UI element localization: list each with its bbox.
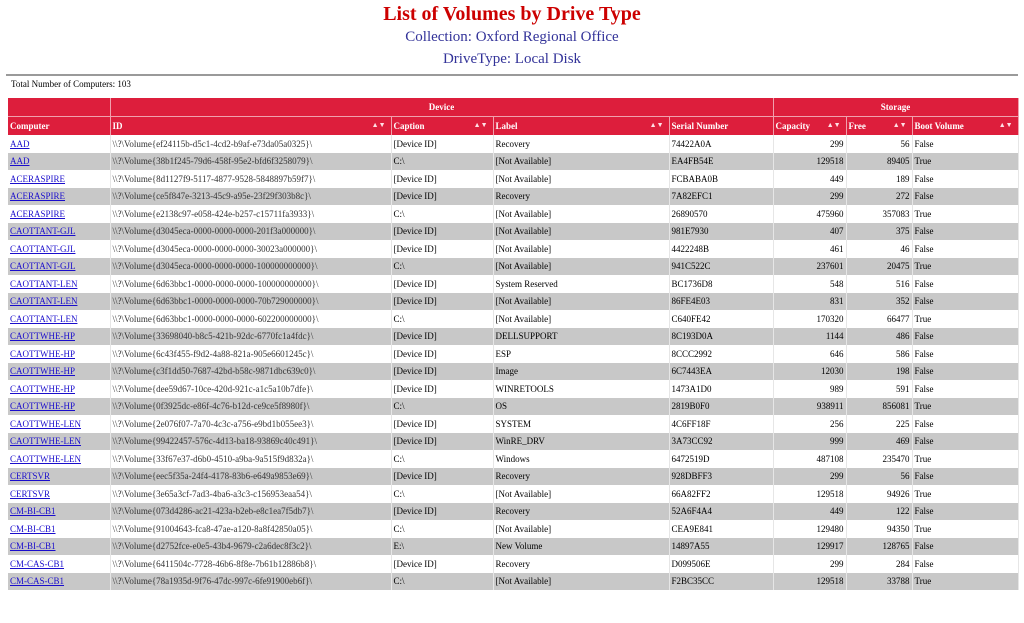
serial-number: BC1736D8 [669, 275, 773, 293]
computer-link[interactable]: CERTSVR [8, 468, 110, 486]
label: Windows [493, 450, 669, 468]
computer-link[interactable]: CAOTTANT-LEN [8, 293, 110, 311]
boot-volume: True [912, 573, 1018, 591]
free-space: 591 [846, 380, 912, 398]
free-space: 586 [846, 345, 912, 363]
capacity: 129518 [773, 485, 846, 503]
label: OS [493, 398, 669, 416]
column-header-row [8, 117, 1018, 136]
volume-id: \\?\Volume{6d63bbc1-0000-0000-0000-602200000000}\ [110, 310, 391, 328]
serial-number: 7A82EFC1 [669, 188, 773, 206]
caption: [Device ID] [391, 345, 493, 363]
caption: C:\ [391, 310, 493, 328]
serial-number: C640FE42 [669, 310, 773, 328]
computer-link[interactable]: CM-BI-CB1 [8, 520, 110, 538]
free-space: 94926 [846, 485, 912, 503]
computer-link[interactable]: CERTSVR [8, 485, 110, 503]
table-row [8, 223, 1018, 241]
serial-number: FCBABA0B [669, 170, 773, 188]
free-space: 189 [846, 170, 912, 188]
free-space: 56 [846, 468, 912, 486]
caption: [Device ID] [391, 433, 493, 451]
label: [Not Available] [493, 573, 669, 591]
computer-link[interactable]: CAOTTANT-LEN [8, 310, 110, 328]
caption: [Device ID] [391, 328, 493, 346]
table-row [8, 170, 1018, 188]
serial-number: 928DBFF3 [669, 468, 773, 486]
caption: [Device ID] [391, 380, 493, 398]
caption: [Device ID] [391, 555, 493, 573]
serial-number: 3A73CC92 [669, 433, 773, 451]
serial-number: CEA9E841 [669, 520, 773, 538]
volume-id: \\?\Volume{6d63bbc1-0000-0000-0000-100000000000}\ [110, 275, 391, 293]
capacity: 299 [773, 468, 846, 486]
serial-number: 2819B0F0 [669, 398, 773, 416]
col-capacity[interactable] [773, 117, 846, 136]
computer-link[interactable]: CM-CAS-CB1 [8, 573, 110, 591]
free-space: 128765 [846, 538, 912, 556]
group-header-row [8, 98, 1018, 117]
free-space: 284 [846, 555, 912, 573]
label: WinRE_DRV [493, 433, 669, 451]
capacity: 129518 [773, 573, 846, 591]
label: [Not Available] [493, 170, 669, 188]
sort-icon[interactable]: ▲▼ [649, 121, 664, 129]
computer-link[interactable]: CAOTTWHE-LEN [8, 415, 110, 433]
computer-link[interactable]: ACERASPIRE [8, 170, 110, 188]
label: Recovery [493, 468, 669, 486]
boot-volume: True [912, 398, 1018, 416]
label: New Volume [493, 538, 669, 556]
col-computer[interactable] [8, 117, 110, 136]
volume-id: \\?\Volume{8d1127f9-5117-4877-9528-5848897b59f7}\ [110, 170, 391, 188]
boot-volume: False [912, 555, 1018, 573]
computer-link[interactable]: CAOTTWHE-LEN [8, 450, 110, 468]
computer-link[interactable]: CAOTTANT-GJL [8, 258, 110, 276]
col-free-label: Free [848, 121, 866, 131]
label: ESP [493, 345, 669, 363]
table-body [8, 135, 1018, 590]
table-row [8, 398, 1018, 416]
capacity: 487108 [773, 450, 846, 468]
table-row [8, 363, 1018, 381]
capacity: 129480 [773, 520, 846, 538]
caption: [Device ID] [391, 188, 493, 206]
serial-number: 86FE4E03 [669, 293, 773, 311]
computer-link[interactable]: CAOTTWHE-HP [8, 345, 110, 363]
table-row [8, 503, 1018, 521]
capacity: 237601 [773, 258, 846, 276]
sort-icon[interactable]: ▲▼ [826, 121, 841, 129]
serial-number: 941C522C [669, 258, 773, 276]
group-storage: Storage [773, 98, 1018, 117]
table-row [8, 135, 1018, 153]
free-space: 486 [846, 328, 912, 346]
label: [Not Available] [493, 258, 669, 276]
capacity: 831 [773, 293, 846, 311]
free-space: 33788 [846, 573, 912, 591]
label: [Not Available] [493, 293, 669, 311]
volume-id: \\?\Volume{6d63bbc1-0000-0000-0000-70b729000000}\ [110, 293, 391, 311]
boot-volume: False [912, 275, 1018, 293]
serial-number: 4C6FF18F [669, 415, 773, 433]
volume-id: \\?\Volume{0f3925dc-e86f-4c76-b12d-ce9ce5f8980f}\ [110, 398, 391, 416]
computer-link[interactable]: CAOTTANT-GJL [8, 240, 110, 258]
caption: [Device ID] [391, 275, 493, 293]
table-row [8, 415, 1018, 433]
label: Recovery [493, 555, 669, 573]
capacity: 989 [773, 380, 846, 398]
table-row [8, 555, 1018, 573]
capacity: 461 [773, 240, 846, 258]
sort-icon[interactable]: ▲▼ [473, 121, 488, 129]
computer-link[interactable]: CAOTTWHE-HP [8, 363, 110, 381]
caption: C:\ [391, 153, 493, 171]
caption: C:\ [391, 205, 493, 223]
serial-number: 8CCC2992 [669, 345, 773, 363]
computer-link[interactable]: AAD [8, 135, 110, 153]
computer-link[interactable]: CAOTTWHE-HP [8, 328, 110, 346]
free-space: 122 [846, 503, 912, 521]
caption: [Device ID] [391, 170, 493, 188]
caption: [Device ID] [391, 240, 493, 258]
capacity: 646 [773, 345, 846, 363]
label: Recovery [493, 135, 669, 153]
volume-id: \\?\Volume{33698040-b8c5-421b-92dc-6770fc1a4fdc}\ [110, 328, 391, 346]
volume-id: \\?\Volume{6c43f455-f9d2-4a88-821a-905e6601245c}\ [110, 345, 391, 363]
col-computer-label: Computer [10, 121, 50, 131]
label: WINRETOOLS [493, 380, 669, 398]
serial-number: 8C193D0A [669, 328, 773, 346]
boot-volume: False [912, 433, 1018, 451]
volume-id: \\?\Volume{eec5f35a-24f4-4178-83b6-e649a9853e69}\ [110, 468, 391, 486]
volume-id: \\?\Volume{e2138c97-e058-424e-b257-c15711fa3933}\ [110, 205, 391, 223]
table-row [8, 240, 1018, 258]
table-row [8, 188, 1018, 206]
caption: C:\ [391, 520, 493, 538]
boot-volume: False [912, 363, 1018, 381]
capacity: 407 [773, 223, 846, 241]
table-row [8, 573, 1018, 591]
table-row [8, 293, 1018, 311]
volume-id: \\?\Volume{d3045eca-0000-0000-0000-201f3a000000}\ [110, 223, 391, 241]
table-row [8, 380, 1018, 398]
capacity: 1144 [773, 328, 846, 346]
group-spacer [8, 98, 110, 117]
drivetype-subtitle: DriveType: Local Disk [442, 51, 582, 67]
capacity: 129917 [773, 538, 846, 556]
caption: C:\ [391, 398, 493, 416]
col-capacity-label: Capacity [775, 121, 811, 131]
table-row [8, 485, 1018, 503]
capacity: 999 [773, 433, 846, 451]
boot-volume: False [912, 188, 1018, 206]
label: Image [493, 363, 669, 381]
total-computers: Total Number of Computers: 103 [11, 79, 131, 89]
serial-number: 6472519D [669, 450, 773, 468]
capacity: 299 [773, 555, 846, 573]
capacity: 475960 [773, 205, 846, 223]
report-header [0, 0, 1024, 70]
volume-id: \\?\Volume{3e65a3cf-7ad3-4ba6-a3c3-c156953eaa54}\ [110, 485, 391, 503]
caption: C:\ [391, 450, 493, 468]
capacity: 449 [773, 503, 846, 521]
capacity: 548 [773, 275, 846, 293]
capacity: 449 [773, 170, 846, 188]
free-space: 20475 [846, 258, 912, 276]
volume-id: \\?\Volume{073d4286-ac21-423a-b2eb-e8c1ea7f5db7}\ [110, 503, 391, 521]
col-free[interactable] [846, 117, 912, 136]
boot-volume: False [912, 240, 1018, 258]
serial-number: F2BC35CC [669, 573, 773, 591]
volume-id: \\?\Volume{6411504c-7728-46b6-8f8e-7b61b12886b8}\ [110, 555, 391, 573]
free-space: 375 [846, 223, 912, 241]
computer-link[interactable]: CM-BI-CB1 [8, 503, 110, 521]
volume-id: \\?\Volume{d2752fce-e0e5-43b4-9679-c2a6dec8f3c2}\ [110, 538, 391, 556]
computer-link[interactable]: ACERASPIRE [8, 188, 110, 206]
caption: [Device ID] [391, 223, 493, 241]
boot-volume: True [912, 205, 1018, 223]
free-space: 516 [846, 275, 912, 293]
boot-volume: False [912, 135, 1018, 153]
volume-id: \\?\Volume{c3f1dd50-7687-42bd-b58c-9871dbc639c0}\ [110, 363, 391, 381]
serial-number: 1473A1D0 [669, 380, 773, 398]
table-row [8, 538, 1018, 556]
computer-link[interactable]: CAOTTANT-GJL [8, 223, 110, 241]
table-row [8, 520, 1018, 538]
table-row [8, 310, 1018, 328]
table-row [8, 275, 1018, 293]
table-row [8, 328, 1018, 346]
volume-id: \\?\Volume{99422457-576c-4d13-ba18-93869c40c491}\ [110, 433, 391, 451]
computer-link[interactable]: CAOTTWHE-HP [8, 380, 110, 398]
capacity: 12030 [773, 363, 846, 381]
col-serial[interactable] [669, 117, 773, 136]
table-row [8, 153, 1018, 171]
serial-number: 26890570 [669, 205, 773, 223]
boot-volume: False [912, 328, 1018, 346]
sort-icon[interactable]: ▲▼ [998, 121, 1013, 129]
boot-volume: False [912, 223, 1018, 241]
free-space: 66477 [846, 310, 912, 328]
serial-number: 981E7930 [669, 223, 773, 241]
serial-number: 4422248B [669, 240, 773, 258]
serial-number: D099506E [669, 555, 773, 573]
capacity: 129518 [773, 153, 846, 171]
col-boot-label: Boot Volume [914, 121, 964, 131]
caption: C:\ [391, 485, 493, 503]
capacity: 299 [773, 135, 846, 153]
boot-volume: True [912, 258, 1018, 276]
computer-link[interactable]: CM-BI-CB1 [8, 538, 110, 556]
boot-volume: False [912, 380, 1018, 398]
volume-id: \\?\Volume{33f67e37-d6b0-4510-a9ba-9a515f9d832a}\ [110, 450, 391, 468]
computer-link[interactable]: ACERASPIRE [8, 205, 110, 223]
capacity: 938911 [773, 398, 846, 416]
volume-id: \\?\Volume{ef24115b-d5c1-4cd2-b9af-e73da05a0325}\ [110, 135, 391, 153]
volume-id: \\?\Volume{ce5f847e-3213-45c9-a95e-23f29f303b8c}\ [110, 188, 391, 206]
boot-volume: True [912, 485, 1018, 503]
sort-icon[interactable]: ▲▼ [892, 121, 907, 129]
group-device: Device [110, 98, 773, 117]
boot-volume: False [912, 538, 1018, 556]
table-row [8, 258, 1018, 276]
label: DELLSUPPORT [493, 328, 669, 346]
caption: [Device ID] [391, 293, 493, 311]
boot-volume: True [912, 153, 1018, 171]
label: Recovery [493, 503, 669, 521]
label: System Reserved [493, 275, 669, 293]
caption: [Device ID] [391, 135, 493, 153]
volume-id: \\?\Volume{dee59d67-10ce-420d-921c-a1c5a10b7dfe}\ [110, 380, 391, 398]
volume-id: \\?\Volume{2e076f07-7a70-4c3c-a756-e9bd1b055ee3}\ [110, 415, 391, 433]
label: [Not Available] [493, 223, 669, 241]
computer-link[interactable]: CAOTTANT-LEN [8, 275, 110, 293]
boot-volume: True [912, 310, 1018, 328]
capacity: 299 [773, 188, 846, 206]
boot-volume: True [912, 450, 1018, 468]
computer-link[interactable]: CAOTTWHE-LEN [8, 433, 110, 451]
label: [Not Available] [493, 153, 669, 171]
free-space: 56 [846, 135, 912, 153]
caption: C:\ [391, 573, 493, 591]
capacity: 170320 [773, 310, 846, 328]
free-space: 272 [846, 188, 912, 206]
label: SYSTEM [493, 415, 669, 433]
col-id[interactable] [110, 117, 391, 136]
caption: C:\ [391, 258, 493, 276]
boot-volume: False [912, 468, 1018, 486]
free-space: 46 [846, 240, 912, 258]
computer-link[interactable]: CM-CAS-CB1 [8, 555, 110, 573]
boot-volume: False [912, 345, 1018, 363]
table-row [8, 345, 1018, 363]
volumes-table [8, 98, 1019, 590]
caption: E:\ [391, 538, 493, 556]
computer-link[interactable]: AAD [8, 153, 110, 171]
serial-number: 52A6F4A4 [669, 503, 773, 521]
col-boot[interactable] [912, 117, 1018, 136]
caption: [Device ID] [391, 468, 493, 486]
label: [Not Available] [493, 485, 669, 503]
col-label[interactable] [493, 117, 669, 136]
col-caption[interactable] [391, 117, 493, 136]
collection-subtitle: Collection: Oxford Regional Office [405, 29, 619, 45]
volume-id: \\?\Volume{38b1f245-79d6-458f-95e2-bfd6f3258079}\ [110, 153, 391, 171]
table-row [8, 450, 1018, 468]
computer-link[interactable]: CAOTTWHE-HP [8, 398, 110, 416]
col-serial-label: Serial Number [671, 121, 729, 131]
free-space: 198 [846, 363, 912, 381]
caption: [Device ID] [391, 503, 493, 521]
serial-number: 74422A0A [669, 135, 773, 153]
label: [Not Available] [493, 310, 669, 328]
table-row [8, 468, 1018, 486]
table-row [8, 205, 1018, 223]
free-space: 235470 [846, 450, 912, 468]
free-space: 225 [846, 415, 912, 433]
sort-icon[interactable]: ▲▼ [371, 121, 386, 129]
caption: [Device ID] [391, 415, 493, 433]
boot-volume: False [912, 293, 1018, 311]
serial-number: 66A82FF2 [669, 485, 773, 503]
boot-volume: False [912, 503, 1018, 521]
volume-id: \\?\Volume{d3045eca-0000-0000-0000-100000000000}\ [110, 258, 391, 276]
free-space: 469 [846, 433, 912, 451]
free-space: 89405 [846, 153, 912, 171]
free-space: 856081 [846, 398, 912, 416]
serial-number: 6C7443EA [669, 363, 773, 381]
table-row [8, 433, 1018, 451]
label: [Not Available] [493, 205, 669, 223]
free-space: 357083 [846, 205, 912, 223]
label: [Not Available] [493, 240, 669, 258]
free-space: 352 [846, 293, 912, 311]
boot-volume: True [912, 520, 1018, 538]
col-caption-label: Caption [393, 121, 425, 131]
volume-id: \\?\Volume{91004643-fca8-47ae-a120-8a8f42850a05}\ [110, 520, 391, 538]
caption: [Device ID] [391, 363, 493, 381]
boot-volume: False [912, 170, 1018, 188]
free-space: 94350 [846, 520, 912, 538]
report-title: List of Volumes by Drive Type [383, 3, 641, 25]
volume-id: \\?\Volume{d3045eca-0000-0000-0000-30023a000000}\ [110, 240, 391, 258]
serial-number: EA4FB54E [669, 153, 773, 171]
serial-number: 14897A55 [669, 538, 773, 556]
col-label-label: Label [495, 121, 518, 131]
volume-id: \\?\Volume{78a1935d-9f76-47dc-997c-6fe91900eb6f}\ [110, 573, 391, 591]
col-id-label: ID [112, 121, 123, 131]
label: [Not Available] [493, 520, 669, 538]
label: Recovery [493, 188, 669, 206]
capacity: 256 [773, 415, 846, 433]
boot-volume: False [912, 415, 1018, 433]
